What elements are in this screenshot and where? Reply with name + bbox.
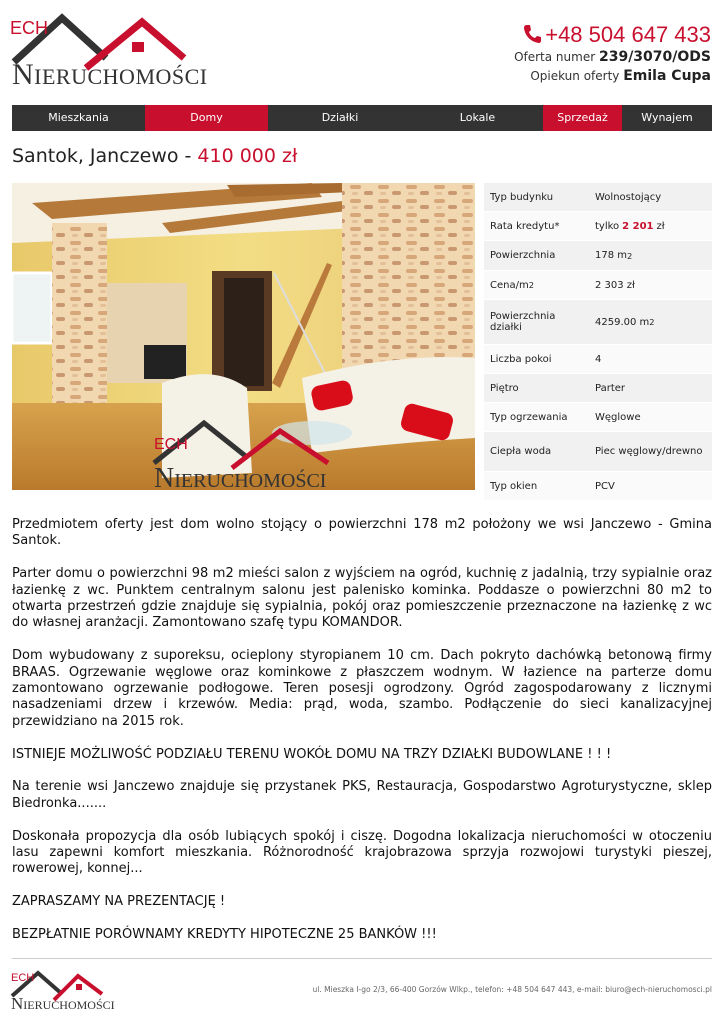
spec-value: 178 m 2 xyxy=(595,250,633,261)
spec-label: Typ budynku xyxy=(490,191,554,203)
living-room-photo xyxy=(12,183,475,490)
spec-label: Powierzchnia xyxy=(490,250,556,261)
spec-label: Powierzchnia działki xyxy=(490,311,556,333)
spec-row-typ-budynku xyxy=(484,183,712,212)
listing-photo[interactable] xyxy=(12,183,475,490)
footer-wordmark: NIERUCHOMOŚCI xyxy=(11,994,115,1013)
description-paragraph: Przedmiotem oferty jest dom wolno stojący o powierzchni 178 m2 położony we wsi Janczewo - Gmina Santok. xyxy=(12,517,712,549)
agent-name: Emila Cupa xyxy=(623,68,711,84)
footer-ech: ECH xyxy=(11,972,35,984)
specs-table xyxy=(484,183,712,501)
description-paragraph: Dom wybudowany z suporeksu, ocieplony styropianem 10 cm. Dach pokryto dachówką betonową firmy BRAAS. Ogrzewanie węglowe oraz kominkowe z płaszczem wodnym. W łazience na parterze domu zamontowano ogrzewanie podłogowe. Teren posesji ogrodzony. Ogród zagospodarowany z licznymi nasadzeniami drzew i krzewów. Media: prąd, woda, szambo. Podłączenie do sieci kanalizacyjnej przewidziano na 2015 rok. xyxy=(12,648,712,729)
main-nav xyxy=(12,105,712,131)
spec-value: 2 303 zł xyxy=(595,279,635,291)
nav-item-domy[interactable]: Domy xyxy=(145,105,268,131)
contact-block xyxy=(514,22,711,86)
page-header xyxy=(0,0,724,100)
spec-label: Piętro xyxy=(490,382,519,394)
phone-icon xyxy=(523,24,541,44)
spec-value: tylko 2 201 zł xyxy=(595,220,665,232)
spec-value: Parter xyxy=(595,382,626,394)
description-paragraph: ZAPRASZAMY NA PREZENTACJĘ ! xyxy=(12,894,226,910)
spec-row-powierzchnia-dzialki xyxy=(484,300,712,345)
spec-label: Cena/m 2 xyxy=(490,279,535,291)
agent-line: Opiekun oferty Emila Cupa xyxy=(530,68,711,84)
spec-row-pietro xyxy=(484,374,712,403)
spec-row-cena-m2 xyxy=(484,271,712,300)
spec-row-liczba-pokoi xyxy=(484,345,712,374)
footer-divider xyxy=(12,958,712,959)
nav-item-wynajem[interactable]: Wynajem xyxy=(641,111,693,124)
nav-item-lokale[interactable]: Lokale xyxy=(459,111,496,124)
nav-item-dzialki[interactable]: Działki xyxy=(321,111,359,124)
spec-row-typ-okien xyxy=(484,472,712,501)
spec-label: Rata kredytu* xyxy=(490,220,560,232)
spec-row-typ-ogrzewania xyxy=(484,403,712,432)
description-paragraph: Na terenie wsi Janczewo znajduje się przystanek PKS, Restauracja, Gospodarstwo Agroturystyczne, sklep Biedronka....... xyxy=(12,779,712,811)
listing-price: 410 000 zł xyxy=(197,145,298,167)
spec-value: Piec węglowy/drewno xyxy=(595,446,703,457)
description-paragraph: Doskonała propozycja dla osób lubiących spokój i ciszę. Dogodna lokalizacja nieruchomości w otoczeniu lasu zapewni komfort mieszkania. Różnorodność krajobrazowa sprzyja rozwojowi turystyki pieszej, rowerowej, konnej... xyxy=(12,828,712,877)
loan-installment: 2 201 xyxy=(622,220,654,232)
listing-title xyxy=(12,145,297,167)
listing-location: Santok, Janczewo - xyxy=(12,145,198,167)
logo-ech: ECH xyxy=(10,18,49,38)
offer-number: 239/3070/ODS xyxy=(598,49,711,65)
spec-label: Typ ogrzewania xyxy=(490,411,568,423)
spec-value: 4259.00 m 2 xyxy=(595,316,655,328)
nav-item-sprzedaz[interactable]: Sprzedaż xyxy=(543,105,622,131)
spec-value: Węglowe xyxy=(595,411,641,423)
description-paragraph: ISTNIEJE MOŻLIWOŚĆ PODZIAŁU TERENU WOKÓŁ DOMU NA TRZY DZIAŁKI BUDOWLANE ! ! ! xyxy=(12,746,612,762)
company-logo[interactable] xyxy=(10,12,208,91)
footer-logo[interactable] xyxy=(10,968,115,1013)
nav-item-mieszkania[interactable]: Mieszkania xyxy=(48,111,109,124)
spec-label: Typ okien xyxy=(490,480,538,492)
spec-row-ciepla-woda xyxy=(484,432,712,472)
spec-value: PCV xyxy=(595,480,615,492)
spec-row-powierzchnia xyxy=(484,241,712,271)
spec-value: 4 xyxy=(595,353,602,365)
footer-address: ul. Mieszka I-go 2/3, 66-400 Gorzów Wlkp., telefon: +48 504 647 443, e-mail: biuro@ech-nieruchomosci.pl xyxy=(312,985,712,994)
spec-label: Ciepła woda xyxy=(490,446,552,457)
phone-number[interactable]: +48 504 647 433 xyxy=(514,22,711,48)
listing-description xyxy=(12,517,712,960)
logo-wordmark: NIERUCHOMOŚCI xyxy=(12,58,208,91)
svg-text:NIERUCHOMOŚCI: NIERUCHOMOŚCI xyxy=(154,463,327,490)
description-paragraph: Parter domu o powierzchni 98 m2 mieści salon z wyjściem na ogród, kuchnię z jadalnią, trzy sypialnie oraz łazienkę z wc. Punktem centralnym salonu jest palenisko kominka. Poddasze o powierzchni 80 m2 to otwarta przestrzeń gdzie znajduje się sypialnia, pokój oraz pomieszczenie przeznaczone na łazienkę z wc do własnej aranżacji. Zamontowano szafę typu KOMANDOR. xyxy=(12,566,712,631)
spec-label: Liczba pokoi xyxy=(490,353,552,365)
spec-value: Wolnostojący xyxy=(595,191,662,203)
offer-number-line: Oferta numer 239/3070/ODS xyxy=(514,49,711,65)
spec-row-rata-kredytu xyxy=(484,212,712,241)
svg-text:ECH: ECH xyxy=(154,436,188,453)
description-paragraph: BEZPŁATNIE PORÓWNAMY KREDYTY HIPOTECZNE 25 BANKÓW !!! xyxy=(12,927,437,943)
